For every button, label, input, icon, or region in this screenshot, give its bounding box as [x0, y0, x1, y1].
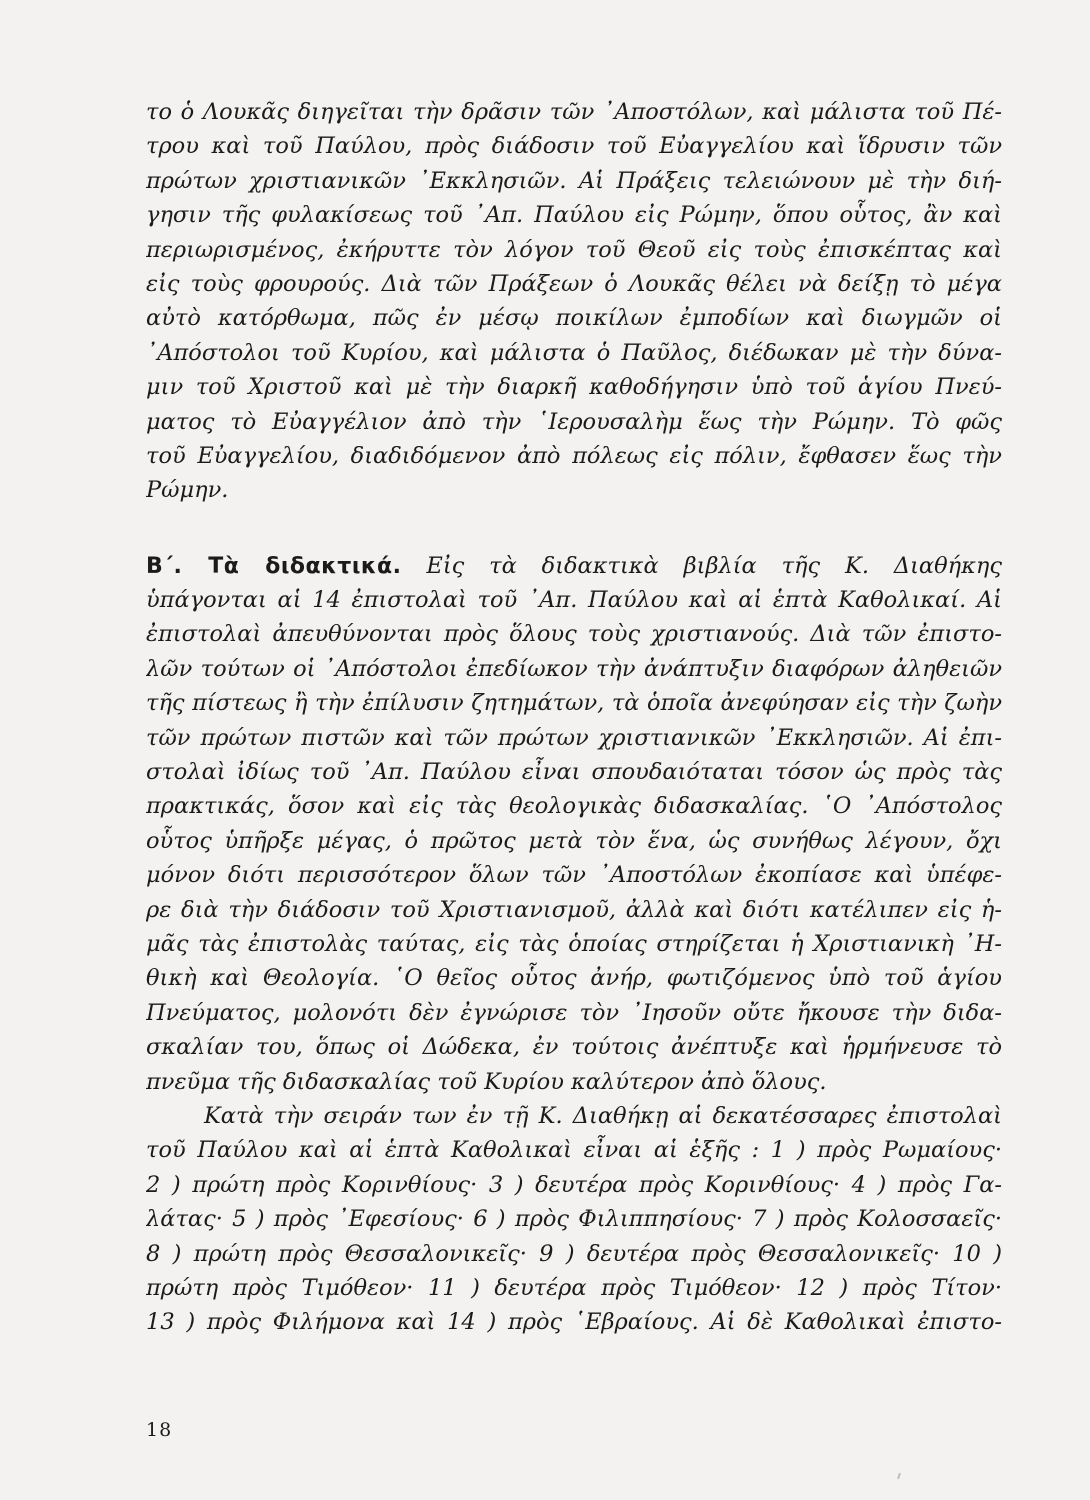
section-heading: Β΄. Τὰ διδακτικά. — [146, 553, 402, 579]
text-line: μιν τοῦ Χριστοῦ καὶ μὲ τὴν διαρκῆ καθοδήγησιν ὑπὸ τοῦ ἁγίου Πνεύ- — [146, 374, 1002, 401]
text-line: Ρώμην. — [146, 477, 229, 504]
text-line: ᾽Απόστολοι τοῦ Κυρίου, καὶ μάλιστα ὁ Παῦλος, διέδωκαν μὲ τὴν δύνα- — [146, 339, 1002, 366]
section-first-line-text: Εἰς τὰ διδακτικὰ βιβλία τῆς Κ. Διαθήκης — [426, 552, 1002, 579]
text-line: μᾶς τὰς ἐπιστολὰς ταύτας, εἰς τὰς ὁποίας στηρίζεται ἡ Χριστιανικὴ ᾽Η- — [146, 930, 1002, 957]
text-line: τοῦ Εὐαγγελίου, διαδιδόμενον ἀπὸ πόλεως εἰς πόλιν, ἔφθασεν ἕως τὴν — [146, 442, 1002, 469]
text-line: θικὴ καὶ Θεολογία. ῾Ο θεῖος οὗτος ἀνήρ, φωτιζόμενος ὑπὸ τοῦ ἁγίου — [146, 965, 1002, 992]
text-line: πρακτικάς, ὅσον καὶ εἰς τὰς θεολογικὰς διδασκαλίας. ῾Ο ᾽Απόστολος — [146, 793, 1002, 820]
text-line: τῆς πίστεως ἢ τὴν ἐπίλυσιν ζητημάτων, τὰ ὁποῖα ἀνεφύησαν εἰς τὴν ζωὴν — [146, 690, 1002, 717]
text-line: οὗτος ὑπῆρξε μέγας, ὁ πρῶτος μετὰ τὸν ἕνα, ὡς συνήθως λέγουν, ὄχι — [146, 827, 1002, 854]
text-line: αὐτὸ κατόρθωμα, πῶς ἐν μέσῳ ποικίλων ἐμποδίων καὶ διωγμῶν οἱ — [146, 305, 1002, 332]
text-line: τρου καὶ τοῦ Παύλου, πρὸς διάδοσιν τοῦ Εὐαγγελίου καὶ ἵδρυσιν τῶν — [146, 133, 1002, 160]
text-line: πνεῦμα τῆς διδασκαλίας τοῦ Κυρίου καλύτερον ἀπὸ ὅλους. — [146, 1068, 827, 1095]
text-line: ἐπιστολαὶ ἀπευθύνονται πρὸς ὅλους τοὺς χριστιανούς. Διὰ τῶν ἐπιστο- — [146, 621, 1002, 648]
text-line: μόνον διότι περισσότερον ὅλων τῶν ᾽Αποστόλων ἐκοπίασε καὶ ὑπέφε- — [146, 862, 1002, 889]
text-line: 8 ) πρώτη πρὸς Θεσσαλονικεῖς· 9 ) δευτέρα πρὸς Θεσσαλονικεῖς· 10 ) — [146, 1240, 1002, 1267]
text-line: τοῦ Παύλου καὶ αἱ ἑπτὰ Καθολικαὶ εἶναι αἱ ἑξῆς : 1 ) πρὸς Ρωμαίους· — [146, 1137, 1002, 1164]
text-line: Πνεύματος, μολονότι δὲν ἐγνώρισε τὸν ᾽Ιησοῦν οὔτε ἤκουσε τὴν διδα- — [146, 999, 1002, 1026]
paragraph-gap — [146, 508, 1002, 549]
text-line: σκαλίαν του, ὅπως οἱ Δώδεκα, ἐν τούτοις ἀνέπτυξε καὶ ἡρμήνευσε τὸ — [146, 1034, 1002, 1061]
text-line: περιωρισμένος, ἐκήρυττε τὸν λόγον τοῦ Θεοῦ εἰς τοὺς ἐπισκέπτας καὶ — [146, 236, 1002, 263]
section-heading-line — [146, 549, 1002, 583]
text-line: στολαὶ ἰδίως τοῦ ᾽Απ. Παύλου εἶναι σπουδαιόταται τόσον ὡς πρὸς τὰς — [146, 759, 1002, 786]
text-line: τῶν πρώτων πιστῶν καὶ τῶν πρώτων χριστιανικῶν ᾽Εκκλησιῶν. Αἱ ἐπι- — [146, 724, 1002, 751]
text-line: ρε διὰ τὴν διάδοσιν τοῦ Χριστιανισμοῦ, ἀλλὰ καὶ διότι κατέλιπεν εἰς ἡ- — [146, 896, 1002, 923]
text-line: γησιν τῆς φυλακίσεως τοῦ ᾽Απ. Παύλου εἰς Ρώμην, ὅπου οὗτος, ἂν καὶ — [146, 202, 1002, 229]
text-line: 13 ) πρὸς Φιλήμονα καὶ 14 ) πρὸς ῾Εβραίους. Αἱ δὲ Καθολικαὶ ἐπιστο- — [146, 1309, 1002, 1336]
page-text — [146, 95, 1002, 1340]
text-line: ματος τὸ Εὐαγγέλιον ἀπὸ τὴν ῾Ιερουσαλὴμ ἕως τὴν Ρώμην. Τὸ φῶς — [146, 408, 1002, 435]
text-line: λάτας· 5 ) πρὸς ᾽Εφεσίους· 6 ) πρὸς Φιλιππησίους· 7 ) πρὸς Κολοσσαεῖς· — [146, 1206, 1002, 1233]
text-line: εἰς τοὺς φρουρούς. Διὰ τῶν Πράξεων ὁ Λουκᾶς θέλει νὰ δείξῃ τὸ μέγα — [146, 270, 1002, 297]
paper-speck — [897, 1473, 901, 1479]
text-line: πρώτη πρὸς Τιμόθεον· 11 ) δευτέρα πρὸς Τιμόθεον· 12 ) πρὸς Τίτον· — [146, 1274, 1002, 1301]
text-line: λῶν τούτων οἱ ᾽Απόστολοι ἐπεδίωκον τὴν ἀνάπτυξιν διαφόρων ἀληθειῶν — [146, 655, 1002, 682]
text-line: ὑπάγονται αἱ 14 ἐπιστολαὶ τοῦ ᾽Απ. Παύλου καὶ αἱ ἑπτὰ Καθολικαί. Αἱ — [146, 587, 1002, 614]
paragraph-first-line: Κατὰ τὴν σειράν των ἐν τῇ Κ. Διαθήκῃ αἱ δεκατέσσαρες ἐπιστολαὶ — [204, 1102, 1002, 1129]
page-number: 18 — [146, 1419, 173, 1441]
text-line: 2 ) πρώτη πρὸς Κορινθίους· 3 ) δευτέρα πρὸς Κορινθίους· 4 ) πρὸς Γα- — [146, 1171, 1002, 1198]
text-line: το ὁ Λουκᾶς διηγεῖται τὴν δρᾶσιν τῶν ᾽Αποστόλων, καὶ μάλιστα τοῦ Πέ- — [146, 99, 1002, 125]
text-line: πρώτων χριστιανικῶν ᾽Εκκλησιῶν. Αἱ Πράξεις τελειώνουν μὲ τὴν διή- — [146, 167, 1002, 194]
